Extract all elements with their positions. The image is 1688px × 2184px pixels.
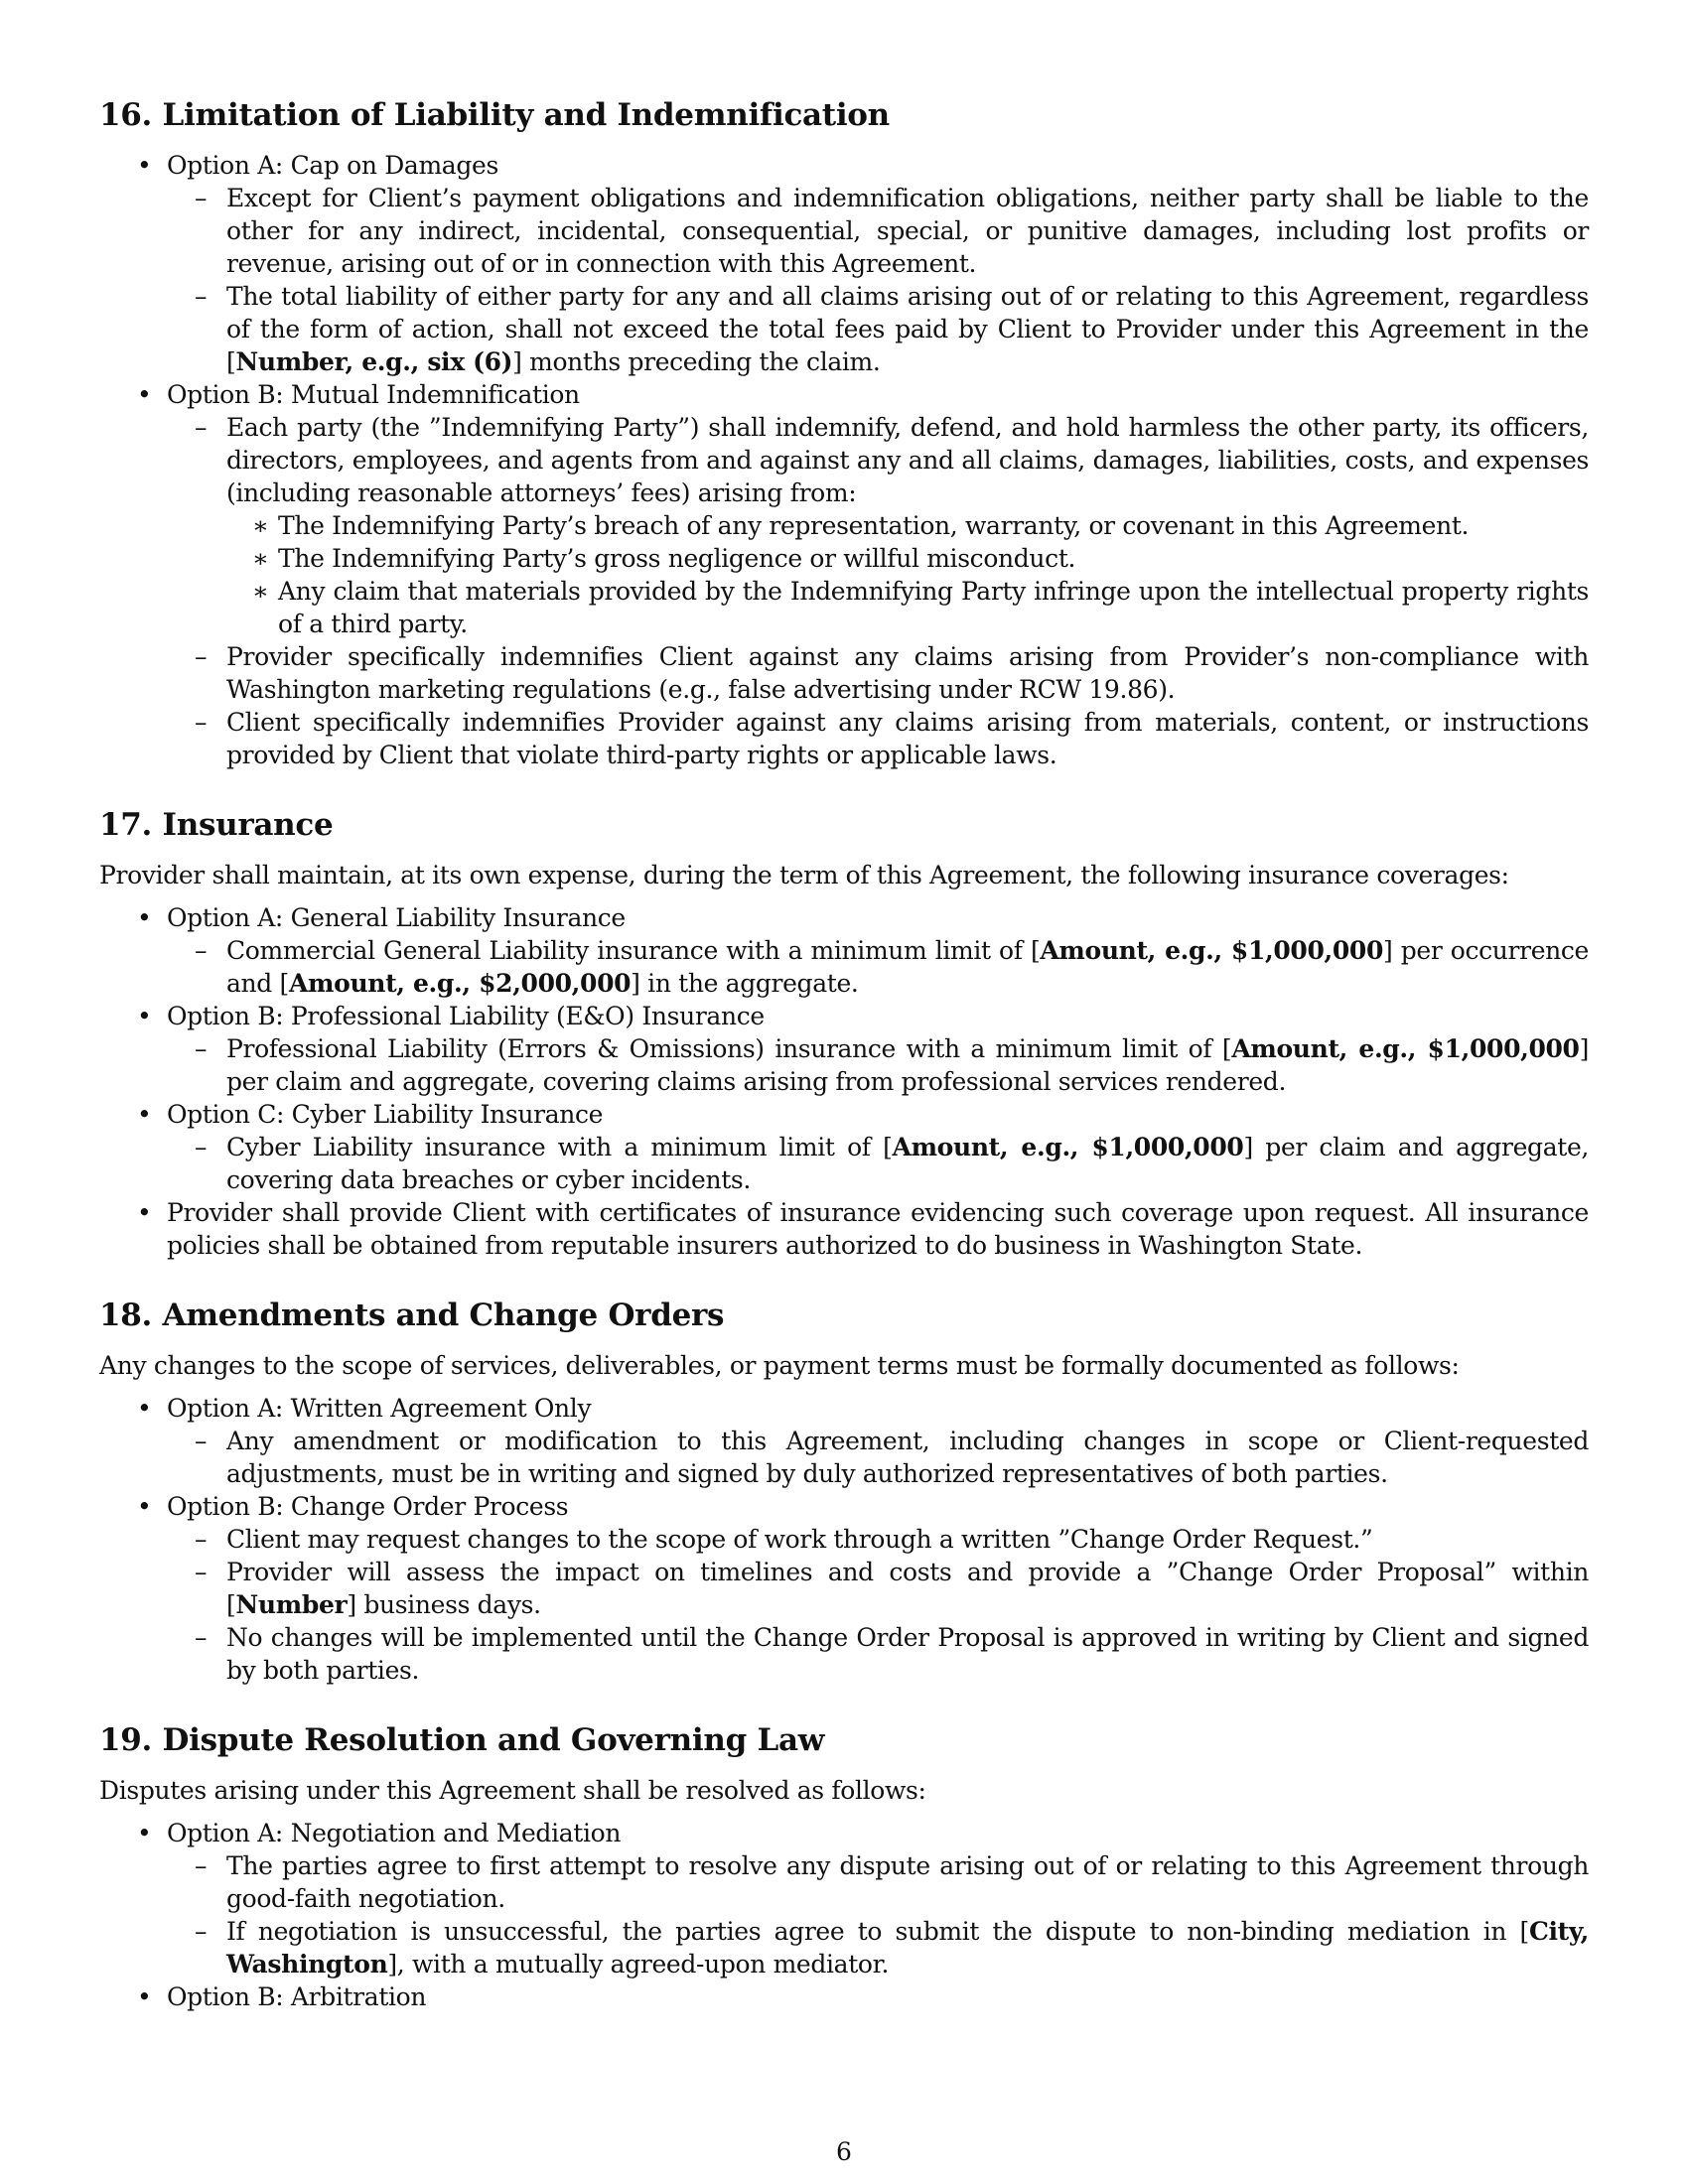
section-18-intro: Any changes to the scope of services, deliverables, or payment terms must be formally documented as follows:: [99, 1351, 1460, 1380]
option-c-item: [99, 1098, 1589, 1196]
page-number: 6: [836, 2137, 852, 2166]
section-16-heading: 16. Limitation of Liability and Indemnification: [99, 97, 890, 133]
list-item: – The parties agree to first attempt to resolve any dispute arising out of or relating to this Agreement through good-faith negotiation.: [167, 1849, 1589, 1915]
list-item: – Cyber Liability insurance with a minimum limit of [Amount, e.g., $1,000,000] per claim and aggregate, covering data breaches or cyber incidents.: [167, 1131, 1589, 1196]
placeholder-text: City, Washington: [226, 1917, 1589, 1979]
option-c-label: Option C: Cyber Liability Insurance: [167, 1100, 604, 1129]
list-item: – Commercial General Liability insurance with a minimum limit of [Amount, e.g., $1,000,000] per occurrence and [Amount, e.g., $2,000,000] in the aggregate.: [167, 934, 1589, 1000]
option-b-item: [99, 1980, 1589, 2013]
list-item: – Each party (the ”Indemnifying Party”) shall indemnify, defend, and hold harmless the other party, its officers, directors, employees, and agents from and against any and all claims, damages, liabilities, costs, and expenses (including reasonable attorneys’ fees) arising from: ∗ The Indemnifying Party’s breach of any representation, warranty, or covenant in this Agreement. ∗ The Indemnifying Party’s gross negligence or willful misconduct. ∗ Any claim that materials provided by the Indemnifying Party infringe upon the intellectual property rights of a third party.: [167, 411, 1589, 640]
placeholder-text: Amount, e.g., $1,000,000: [1231, 1034, 1580, 1063]
placeholder-text: Number, e.g., six (6): [235, 347, 513, 376]
option-a-label: Option A: Written Agreement Only: [167, 1394, 592, 1423]
list-item: – Client may request changes to the scope of work through a written ”Change Order Request.”: [167, 1523, 1589, 1556]
option-b-label: Option B: Mutual Indemnification: [167, 380, 580, 409]
section-17: [99, 805, 1589, 1262]
sub-list-item: ∗ Any claim that materials provided by the Indemnifying Party infringe upon the intellectual property rights of a third party.: [226, 575, 1589, 640]
placeholder-text: Amount, e.g., $2,000,000: [288, 969, 632, 998]
placeholder-text: Amount, e.g., $1,000,000: [892, 1133, 1244, 1161]
list-item: – Client specifically indemnifies Provider against any claims arising from materials, content, or instructions provided by Client that violate third-party rights or applicable laws.: [167, 706, 1589, 771]
sub-list-item: ∗ The Indemnifying Party’s gross negligence or willful misconduct.: [226, 542, 1589, 575]
placeholder-text: Amount, e.g., $1,000,000: [1040, 936, 1384, 965]
option-b-item: [99, 1000, 1589, 1098]
section-18: [99, 1296, 1589, 1687]
list-item: – If negotiation is unsuccessful, the parties agree to submit the dispute to non-binding mediation in [City, Washington], with a mutually agreed-upon mediator.: [167, 1915, 1589, 1980]
option-a-label: Option A: General Liability Insurance: [167, 903, 626, 932]
option-b-label: Option B: Change Order Process: [167, 1492, 569, 1521]
list-item: – Professional Liability (Errors & Omissions) insurance with a minimum limit of [Amount, e.g., $1,000,000] per claim and aggregate, covering claims arising from professional services rendered.: [167, 1032, 1589, 1098]
option-b-item: [99, 1490, 1589, 1687]
option-a-label: Option A: Cap on Damages: [167, 151, 498, 180]
section-16-options: [99, 149, 1589, 771]
option-a-item: [99, 1817, 1589, 1980]
option-a-label: Option A: Negotiation and Mediation: [167, 1819, 622, 1847]
sub-list-item: ∗ The Indemnifying Party’s breach of any representation, warranty, or covenant in this Agreement.: [226, 509, 1589, 542]
list-item: – Any amendment or modification to this Agreement, including changes in scope or Client-requested adjustments, must be in writing and signed by duly authorized representatives of both parties.: [167, 1425, 1589, 1490]
section-18-heading: 18. Amendments and Change Orders: [99, 1297, 725, 1333]
list-item: – Except for Client’s payment obligations and indemnification obligations, neither party shall be liable to the other for any indirect, incidental, consequential, special, or punitive damages, including lost profits or revenue, arising out of or in connection with this Agreement.: [167, 182, 1589, 280]
section-19-heading: 19. Dispute Resolution and Governing Law: [99, 1722, 825, 1758]
list-item: – Provider specifically indemnifies Client against any claims arising from Provider’s non-compliance with Washington marketing regulations (e.g., false advertising under RCW 19.86).: [167, 640, 1589, 706]
list-item: – No changes will be implemented until the Change Order Proposal is approved in writing by Client and signed by both parties.: [167, 1621, 1589, 1687]
placeholder-text: Number: [235, 1590, 348, 1619]
section-19-options: [99, 1817, 1589, 2013]
option-b-label: Option B: Arbitration: [167, 1982, 427, 2011]
section-17-options: [99, 901, 1589, 1262]
option-a-item: [99, 149, 1589, 378]
option-b-label: Option B: Professional Liability (E&O) Insurance: [167, 1002, 765, 1030]
list-item: – Provider will assess the impact on timelines and costs and provide a ”Change Order Proposal” within [Number] business days.: [167, 1556, 1589, 1621]
list-item: – The total liability of either party for any and all claims arising out of or relating to this Agreement, regardless of the form of action, shall not exceed the total fees paid by Client to Provider under this Agreement in the [Number, e.g., six (6)] months preceding the claim.: [167, 280, 1589, 378]
section-16: [99, 95, 1589, 771]
section-19-intro: Disputes arising under this Agreement shall be resolved as follows:: [99, 1776, 926, 1805]
document-page: [99, 95, 1589, 2047]
section-19: [99, 1720, 1589, 2013]
list-item: • Provider shall provide Client with certificates of insurance evidencing such coverage upon request. All insurance policies shall be obtained from reputable insurers authorized to do business in Washington State.: [99, 1196, 1589, 1262]
option-b-item: [99, 378, 1589, 771]
section-17-intro: Provider shall maintain, at its own expense, during the term of this Agreement, the following insurance coverages:: [99, 861, 1509, 889]
section-18-options: [99, 1392, 1589, 1687]
option-a-item: [99, 901, 1589, 1000]
option-a-item: [99, 1392, 1589, 1490]
section-17-heading: 17. Insurance: [99, 807, 334, 843]
